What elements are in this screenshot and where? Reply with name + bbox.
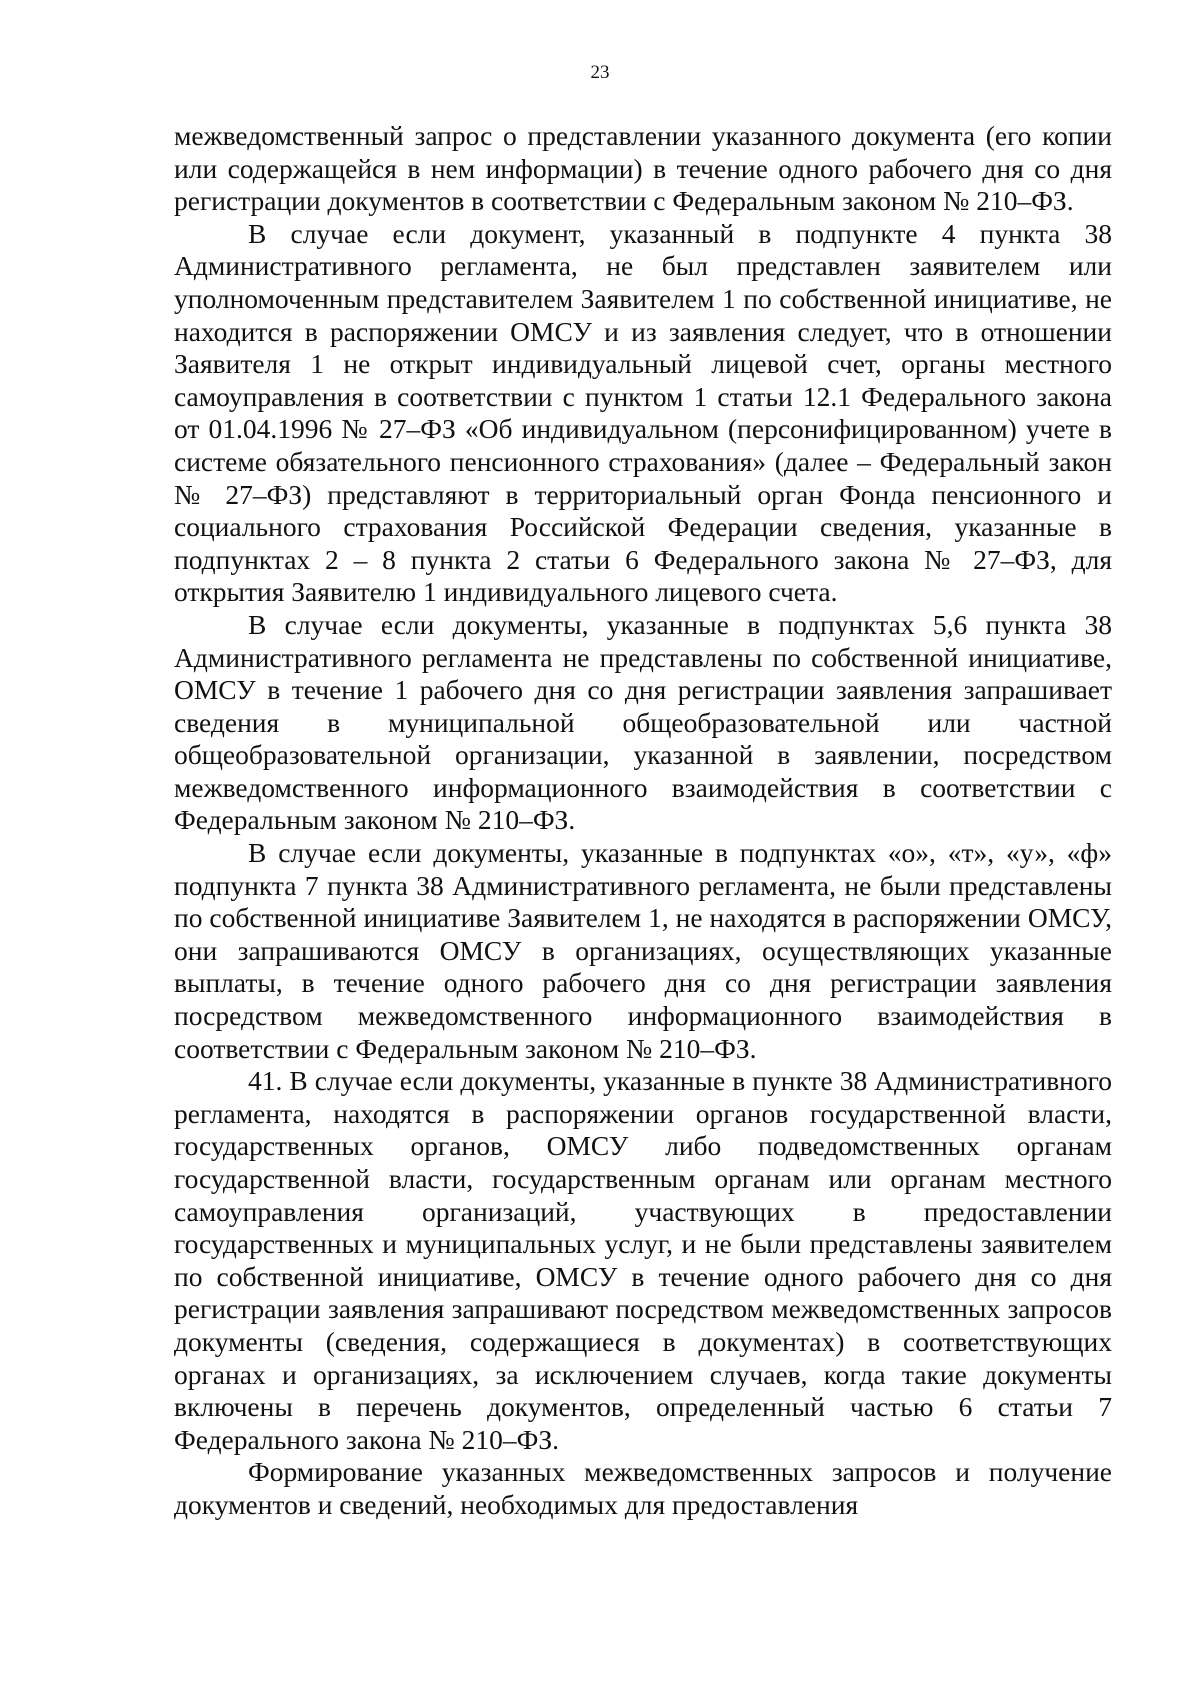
paragraph: В случае если документы, указанные в подпунктах «о», «т», «у», «ф» подпункта 7 пункта 38 Административного регламента, не были представлены по собственной инициативе Заявителем 1, не находятся в распоряжении ОМСУ, они запрашиваются ОМСУ в организациях, осуществляющих указанные выплаты, в течение одного рабочего дня со дня регистрации заявления посредством межведомственного информационного взаимодействия в соответствии с Федеральным законом № 210–ФЗ. xyxy=(174,837,1112,1064)
document-body xyxy=(174,120,1112,1522)
paragraph: межведомственный запрос о представлении указанного документа (его копии или содержащейся в нем информации) в течение одного рабочего дня со дня регистрации документов в соответствии с Федеральным законом № 210–ФЗ. xyxy=(174,120,1112,217)
paragraph: В случае если документ, указанный в подпункте 4 пункта 38 Административного регламента, не был представлен заявителем или уполномоченным представителем Заявителем 1 по собственной инициативе, не находится в распоряжении ОМСУ и из заявления следует, что в отношении Заявителя 1 не открыт индивидуальный лицевой счет, органы местного самоуправления в соответствии с пунктом 1 статьи 12.1 Федерального закона от 01.04.1996 № 27–ФЗ «Об индивидуальном (персонифицированном) учете в системе обязательного пенсионного страхования» (далее – Федеральный закон № 27–ФЗ) представляют в территориальный орган Фонда пенсионного и социального страхования Российской Федерации сведения, указанные в подпунктах 2 – 8 пункта 2 статьи 6 Федерального закона № 27–ФЗ, для открытия Заявителю 1 индивидуального лицевого счета. xyxy=(174,217,1112,608)
page-number: 23 xyxy=(590,62,610,83)
paragraph: Формирование указанных межведомственных запросов и получение документов и сведений, необходимых для предоставления xyxy=(174,1456,1112,1520)
paragraph: 41. В случае если документы, указанные в пункте 38 Административного регламента, находятся в распоряжении органов государственной власти, государственных органов, ОМСУ либо подведомственных органам государственной власти, государственным органам или органам местного самоуправления организаций, участвующих в предоставлении государственных и муниципальных услуг, и не были представлены заявителем по собственной инициативе, ОМСУ в течение одного рабочего дня со дня регистрации заявления запрашивают посредством межведомственных запросов документы (сведения, содержащиеся в документах) в соответствующих органах и организациях, за исключением случаев, когда такие документы включены в перечень документов, определенный частью 6 статьи 7 Федерального закона № 210–ФЗ. xyxy=(174,1065,1112,1455)
paragraph: В случае если документы, указанные в подпунктах 5,6 пункта 38 Административного регламента не представлены по собственной инициативе, ОМСУ в течение 1 рабочего дня со дня регистрации заявления запрашивает сведения в муниципальной общеобразовательной или частной общеобразовательной организации, указанной в заявлении, посредством межведомственного информационного взаимодействия в соответствии с Федеральным законом № 210–ФЗ. xyxy=(174,608,1112,836)
